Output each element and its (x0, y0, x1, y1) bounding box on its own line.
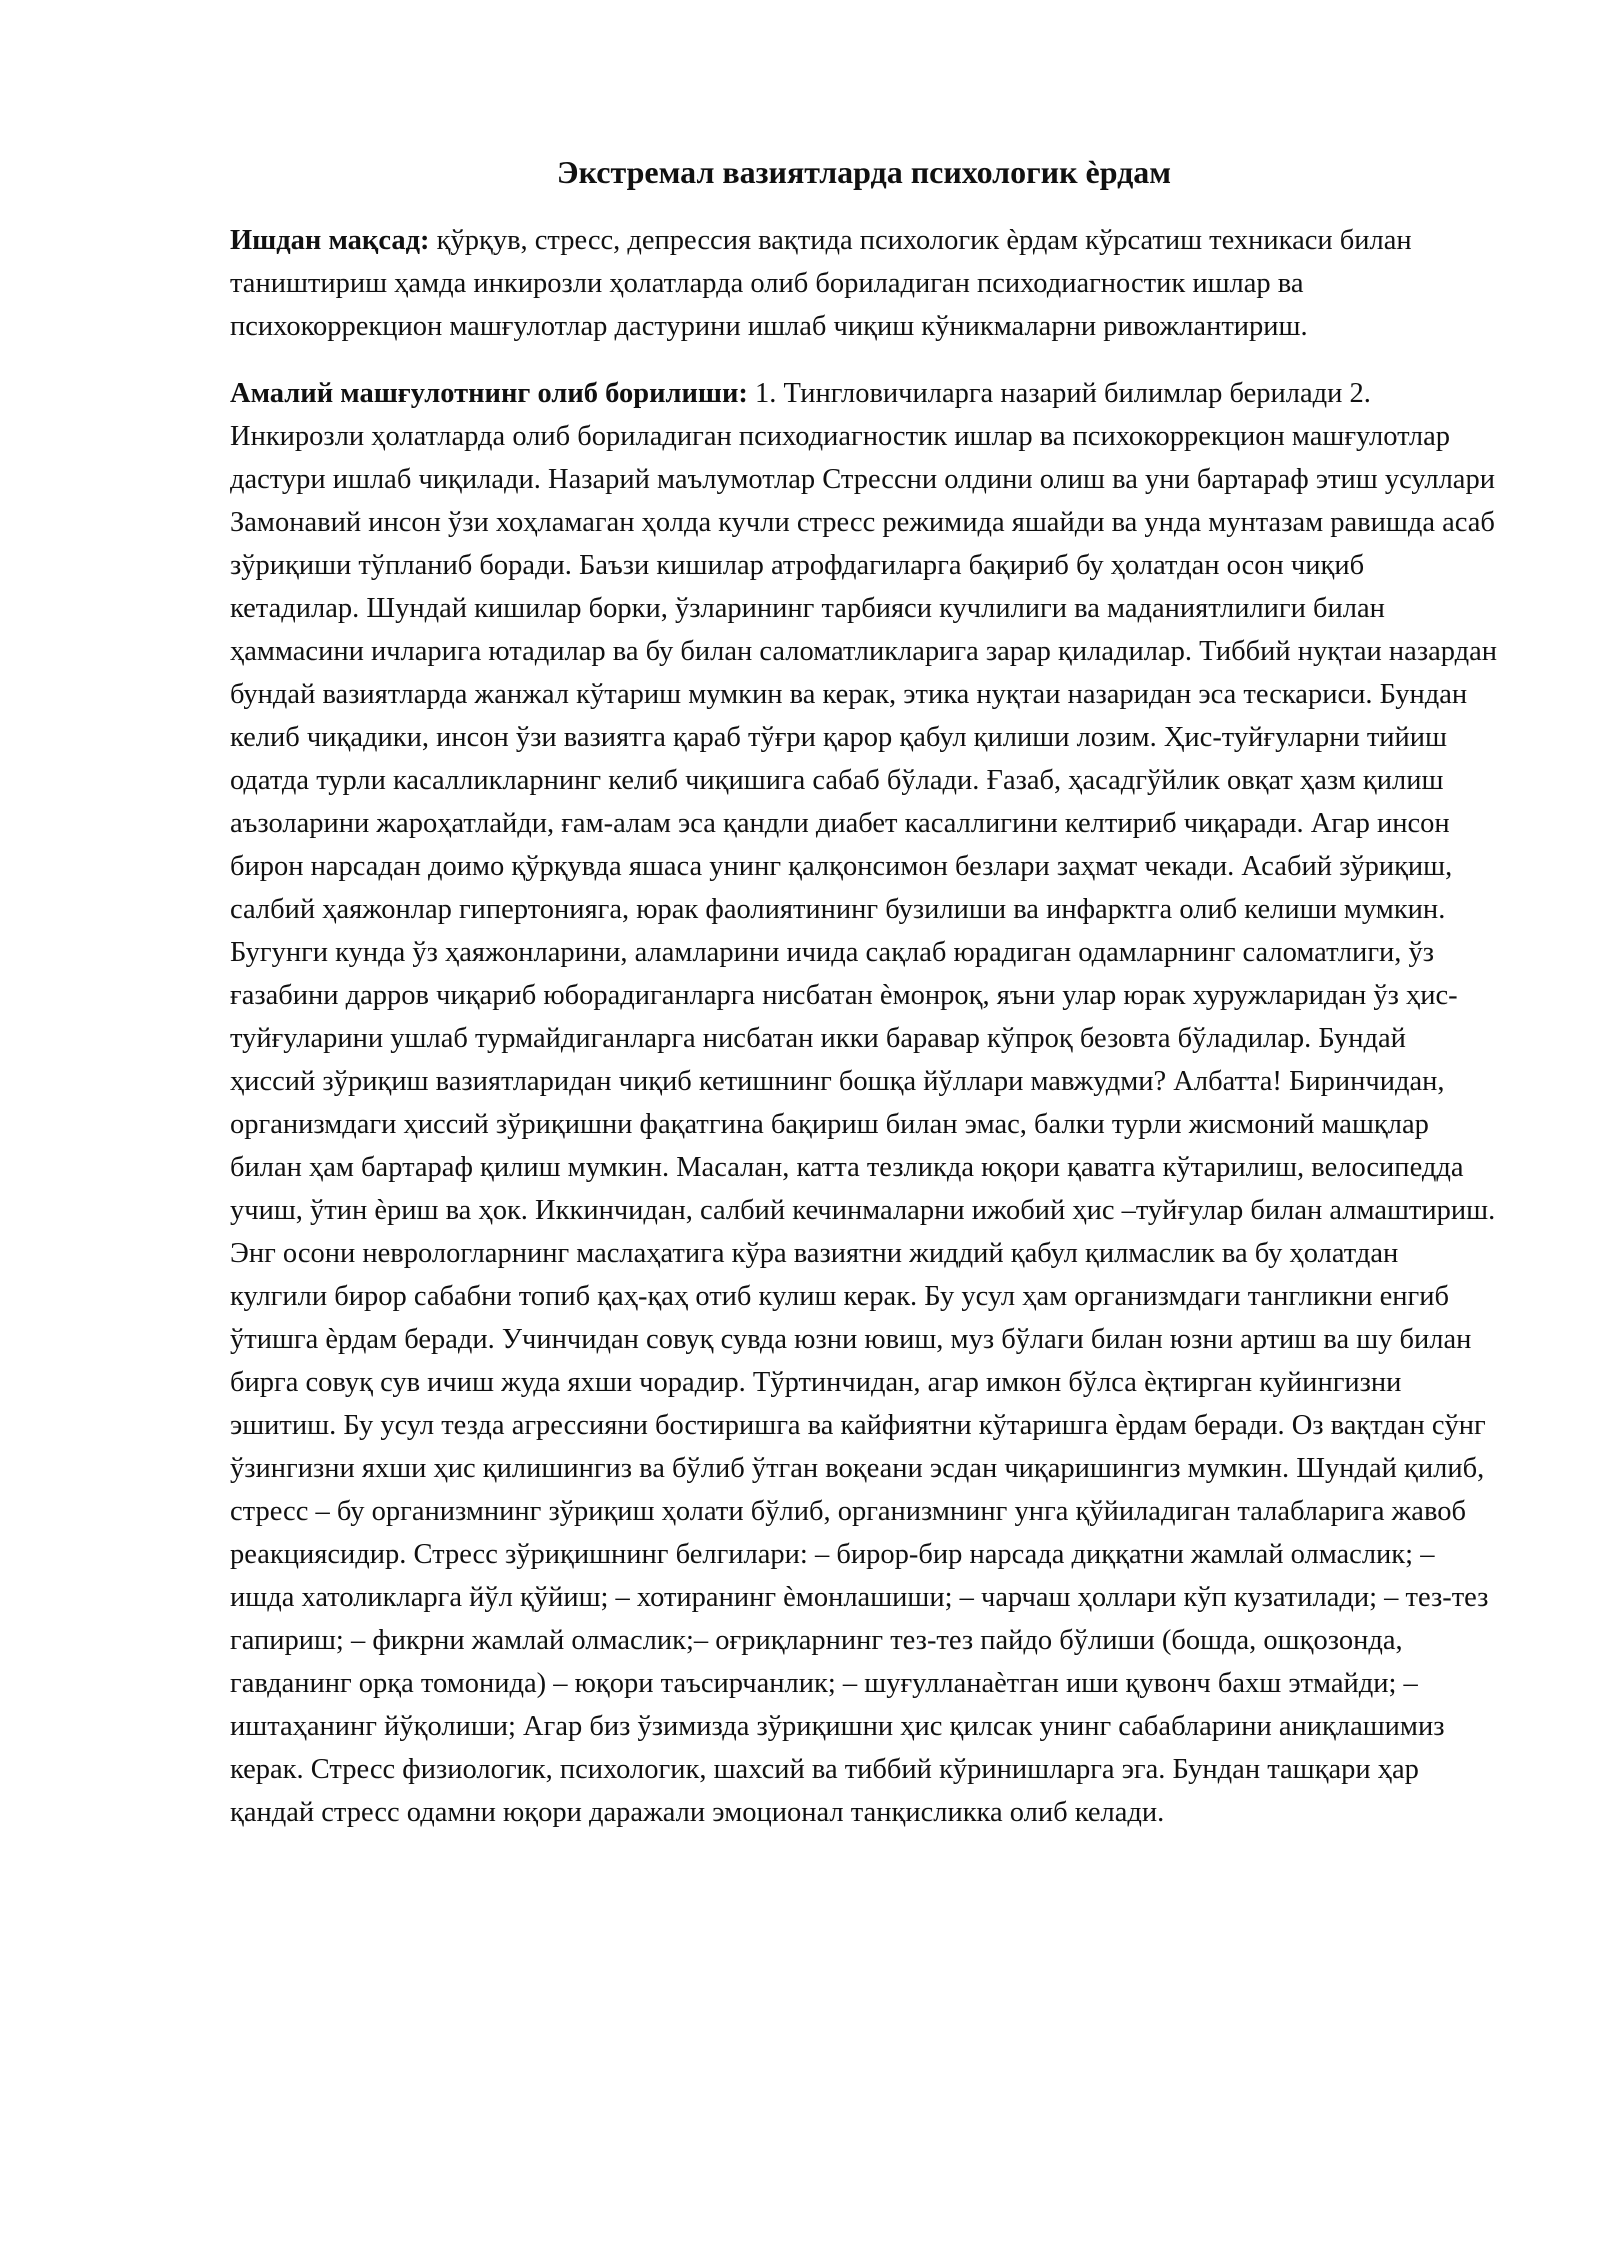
goal-label: Ишдан мақсад: (230, 225, 430, 256)
goal-text: қўрқув, стресс, депрессия вақтида психологик ѐрдам кўрсатиш техникаси билан таништириш ҳамда инкирозли ҳолатларда олиб бориладиган психодиагностик ишлар ва психокоррекцион машғулотлар дастурини ишлаб чиқиш кўникмаларни ривожлантириш. (230, 225, 1412, 342)
document-title: Экстремал вазиятларда психологик ѐрдам (556, 154, 1172, 190)
procedure-text: 1. Тингловичиларга назарий билимлар берилади 2. Инкирозли ҳолатларда олиб бориладиган психодиагностик ишлар ва психокоррекцион машғулотлар дастури ишлаб чиқилади. Назарий маълумотлар Стрессни олдини олиш ва уни бартараф этиш усуллари Замонавий инсон ўзи хоҳламаган ҳолда кучли стресс режимида яшайди ва унда мунтазам равишда асаб зўриқиши тўпланиб боради. Баъзи кишилар атрофдагиларга бақириб бу ҳолатдан осон чиқиб кетадилар. Шундай кишилар борки, ўзларининг тарбияси кучлилиги ва маданиятлилиги билан ҳаммасини ичларига ютадилар ва бу билан саломатликларига зарар қиладилар. Тиббий нуқтаи назардан бундай вазиятларда жанжал кўтариш мумкин ва керак, этика нуқтаи назаридан эса тескариси. Бундан келиб чиқадики, инсон ўзи вазиятга қараб тўғри қарор қабул қилиши лозим. Ҳис-туйғуларни тийиш одатда турли касалликларнинг келиб чиқишига сабаб бўлади. Ғазаб, ҳасадгўйлик овқат ҳазм қилиш аъзоларини жароҳатлайди, ғам-алам эса қандли диабет касаллигини келтириб чиқаради. Агар инсон бирон нарсадан доимо қўрқувда яшаса унинг қалқонсимон безлари заҳмат чекади. Асабий зўриқиш, салбий ҳаяжонлар гипертонияга, юрак фаолиятининг бузилиши ва инфарктга олиб келиши мумкин. Бугунги кунда ўз ҳаяжонларини, аламларини ичида сақлаб юрадиган одамларнинг саломатлиги, ўз ғазабини дарров чиқариб юборадиганларга нисбатан ѐмонроқ, яъни улар юрак хуружларидан ўз ҳис-туйғуларини ушлаб турмайдиганларга нисбатан икки баравар кўпроқ безовта бўладилар. Бундай ҳиссий зўриқиш вазиятларидан чиқиб кетишнинг бошқа йўллари мавжудми? Албатта! Биринчидан, организмдаги ҳиссий зўриқишни фақатгина бақириш билан эмас, балки турли жисмоний машқлар билан ҳам бартараф қилиш мумкин. Масалан, катта тезликда юқори қаватга кўтарилиш, велосипедда учиш, ўтин ѐриш ва ҳок. Иккинчидан, салбий кечинмаларни ижобий ҳис –туйғулар билан алмаштириш. Энг осони неврологларнинг маслаҳатига кўра вазиятни жиддий қабул қилмаслик ва бу ҳолатдан кулгили бирор сабабни топиб қаҳ-қаҳ отиб кулиш керак. Бу усул ҳам организмдаги тангликни енгиб ўтишга ѐрдам беради. Учинчидан совуқ сувда юзни ювиш, муз бўлаги билан юзни артиш ва шу билан бирга совуқ сув ичиш жуда яхши чорадир. Тўртинчидан, агар имкон бўлса ѐқтирган куйингизни эшитиш. Бу усул тезда агрессияни бостиришга ва кайфиятни кўтаришга ѐрдам беради. Оз вақтдан сўнг ўзингизни яхши ҳис қилишингиз ва бўлиб ўтган воқеани эсдан чиқаришингиз мумкин. Шундай қилиб, стресс – бу организмнинг зўриқиш ҳолати бўлиб, организмнинг унга қўйиладиган талабларига жавоб реакциясидир. Стресс зўриқишнинг белгилари: – бирор-бир нарсада диққатни жамлай олмаслик; – ишда хатоликларга йўл қўйиш; – хотиранинг ѐмонлашиши; – чарчаш ҳоллари кўп кузатилади; – тез-тез гапириш; – фикрни жамлай олмаслик;– оғриқларнинг тез-тез пайдо бўлиши (бошда, ошқозонда, гавданинг орқа томонида) – юқори таъсирчанлик; – шуғулланаѐтган иши қувонч бахш этмайди; – иштаҳанинг йўқолиши; Агар биз ўзимизда зўриқишни ҳис қилсак унинг сабабларини аниқлашимиз керак. Стресс физиологик, психологик, шахсий ва тиббий кўринишларга эга. Бундан ташқари ҳар қандай стресс одамни юқори даражали эмоционал танқисликка олиб келади. (230, 378, 1497, 1828)
procedure-paragraph (230, 372, 1498, 1834)
procedure-label: Амалий машғулотнинг олиб борилиши: (230, 378, 748, 409)
goal-paragraph (230, 219, 1498, 348)
document-body (230, 148, 1498, 1858)
